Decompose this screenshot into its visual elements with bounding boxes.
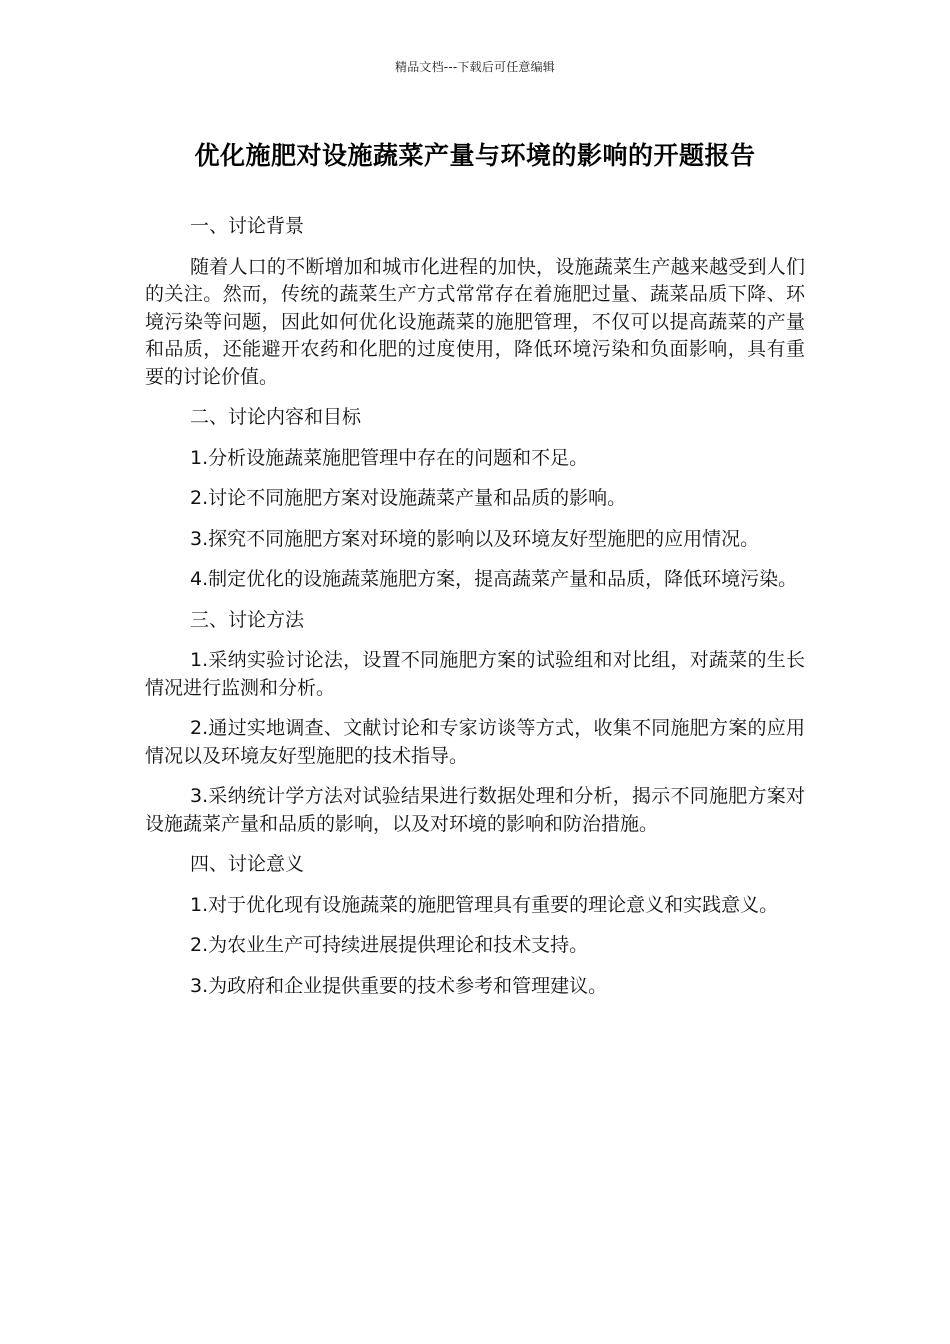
method-item: 2.通过实地调查、文献讨论和专家访谈等方式，收集不同施肥方案的应用情况以及环境友好型施肥的技术指导。 — [145, 717, 805, 767]
header-note: 精品文档---下载后可任意编辑 — [395, 60, 555, 74]
content-goal-item: 4.制定优化的设施蔬菜施肥方案，提高蔬菜产量和品质，降低环境污染。 — [190, 568, 798, 590]
section-heading-background: 一、讨论背景 — [190, 215, 305, 237]
content-goal-item: 1.分析设施蔬菜施肥管理中存在的问题和不足。 — [190, 446, 589, 469]
section-heading-methods: 三、讨论方法 — [190, 608, 305, 631]
section-heading-significance: 四、讨论意义 — [190, 853, 305, 875]
content-goal-item: 3.探究不同施肥方案对环境的影响以及环境友好型施肥的应用情况。 — [190, 527, 760, 550]
significance-item: 2.为农业生产可持续进展提供理论和技术支持。 — [190, 934, 589, 956]
significance-item: 1.对于优化现有设施蔬菜的施肥管理具有重要的理论意义和实践意义。 — [190, 893, 779, 916]
document-body — [145, 213, 805, 1013]
method-item: 3.采纳统计学方法对试验结果进行数据处理和分析，揭示不同施肥方案对设施蔬菜产量和品质的影响，以及对环境的影响和防治措施。 — [145, 785, 805, 835]
significance-item: 3.为政府和企业提供重要的技术参考和管理建议。 — [190, 974, 608, 997]
background-paragraph: 随着人口的不断增加和城市化进程的加快，设施蔬菜生产越来越受到人们的关注。然而，传统的蔬菜生产方式常常存在着施肥过量、蔬菜品质下降、环境污染等问题，因此如何优化设施蔬菜的施肥管理，不仅可以提高蔬菜的产量和品质，还能避开农药和化肥的过度使用，降低环境污染和负面影响，具有重要的讨论价值。 — [145, 255, 805, 388]
content-goal-item: 2.讨论不同施肥方案对设施蔬菜产量和品质的影响。 — [190, 487, 627, 509]
document-title: 优化施肥对设施蔬菜产量与环境的影响的开题报告 — [194, 141, 756, 170]
method-item: 1.采纳实验讨论法，设置不同施肥方案的试验组和对比组，对蔬菜的生长情况进行监测和分析。 — [145, 649, 805, 699]
section-heading-content-goals: 二、讨论内容和目标 — [190, 406, 362, 428]
